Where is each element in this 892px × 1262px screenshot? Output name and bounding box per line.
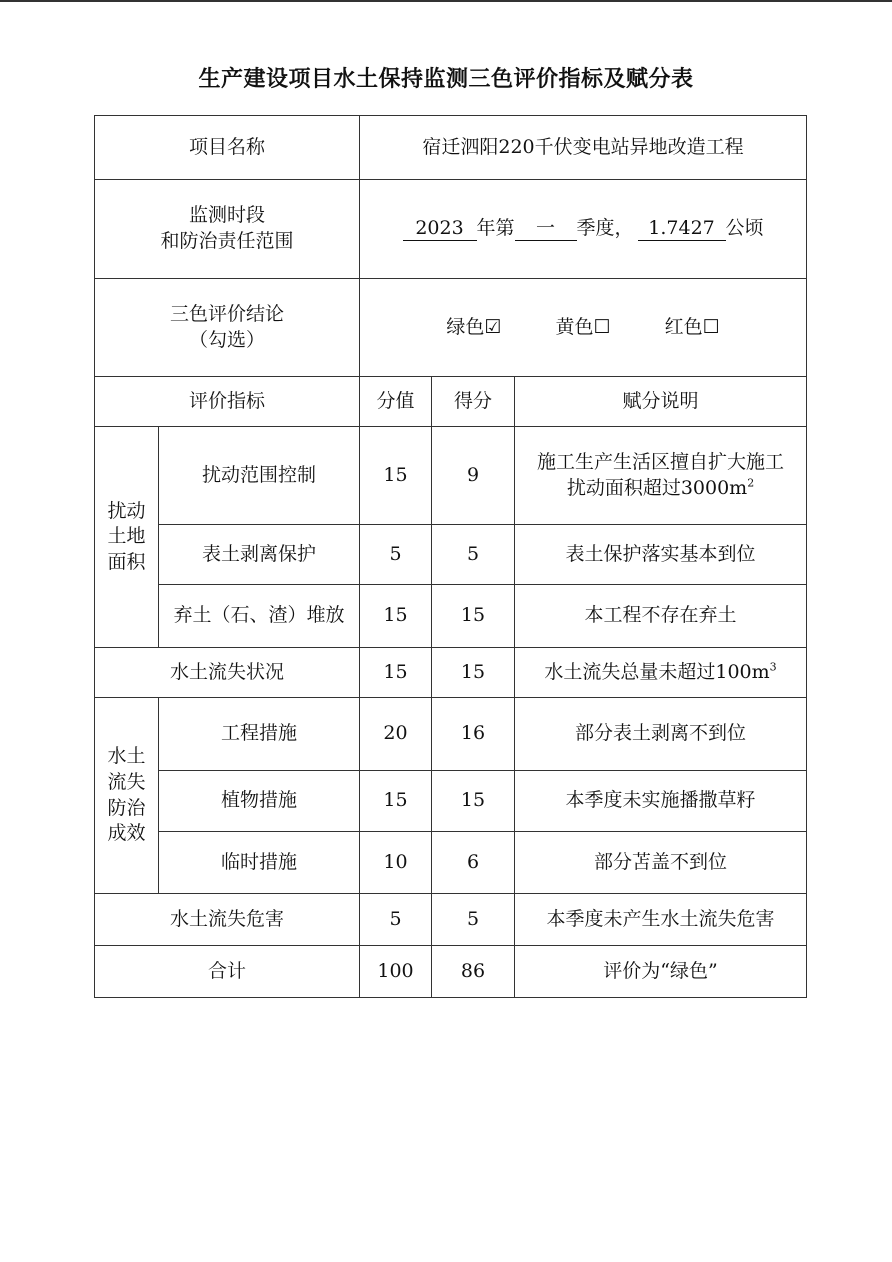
top-border-line <box>0 0 892 2</box>
indicator-name: 水土流失危害 <box>95 894 360 946</box>
indicator-value: 15 <box>360 648 432 698</box>
table-row <box>95 648 807 698</box>
period-year-suffix: 年第 <box>476 217 515 240</box>
group-label-line: 扰动 <box>107 499 146 522</box>
indicator-score: 5 <box>432 525 515 585</box>
unit-superscript: 3 <box>769 660 777 674</box>
indicator-note: 表土保护落实基本到位 <box>515 525 807 585</box>
monitoring-period-label-line2: 和防治责任范围 <box>160 230 294 252</box>
total-score: 86 <box>432 946 515 998</box>
indicator-note <box>515 427 807 525</box>
indicator-note: 部分苫盖不到位 <box>515 832 807 894</box>
green-option[interactable] <box>446 316 501 338</box>
period-area-unit: 公顷 <box>725 217 764 240</box>
period-area: 1.7427 <box>638 216 726 241</box>
table-row <box>95 698 807 771</box>
header-indicator: 评价指标 <box>95 377 360 427</box>
monitoring-period-label-line1: 监测时段 <box>189 204 266 227</box>
indicator-name: 植物措施 <box>159 771 360 832</box>
total-label: 合计 <box>95 946 360 998</box>
table-row <box>95 525 807 585</box>
table-row <box>95 427 807 525</box>
indicator-score: 15 <box>432 585 515 648</box>
indicator-value: 15 <box>360 585 432 648</box>
indicator-value: 5 <box>360 525 432 585</box>
green-option-label: 绿色 <box>446 315 485 338</box>
group-label-control-effect <box>95 698 159 894</box>
header-score: 得分 <box>432 377 515 427</box>
monitoring-period-value <box>360 180 807 279</box>
indicator-note: 本季度未产生水土流失危害 <box>515 894 807 946</box>
indicator-value: 15 <box>360 771 432 832</box>
indicator-score: 15 <box>432 648 515 698</box>
indicator-value: 15 <box>360 427 432 525</box>
group-label-line: 土地 <box>107 525 146 548</box>
indicator-value: 20 <box>360 698 432 771</box>
period-quarter: 一 <box>515 216 577 241</box>
period-year: 2023 <box>403 216 477 241</box>
red-option-label: 红色 <box>664 315 703 338</box>
period-quarter-suffix: 季度， <box>576 217 634 240</box>
indicator-score: 15 <box>432 771 515 832</box>
indicator-score: 5 <box>432 894 515 946</box>
group-label-disturbance <box>95 427 159 648</box>
indicator-name: 工程措施 <box>159 698 360 771</box>
indicator-note-line1: 施工生产生活区擅自扩大施工 <box>537 450 785 473</box>
project-name-row <box>95 116 807 180</box>
group-label-line: 面积 <box>107 550 146 573</box>
evaluation-table <box>94 115 807 998</box>
indicator-note <box>515 648 807 698</box>
red-checkbox-icon[interactable]: ☐ <box>702 315 720 338</box>
yellow-option[interactable] <box>555 316 610 338</box>
indicator-note: 部分表土剥离不到位 <box>515 698 807 771</box>
indicator-name: 水土流失状况 <box>95 648 360 698</box>
total-row <box>95 946 807 998</box>
table-row <box>95 894 807 946</box>
header-row <box>95 377 807 427</box>
table-row <box>95 771 807 832</box>
project-name-label: 项目名称 <box>95 116 360 180</box>
group-label-line: 水土 <box>107 745 146 768</box>
header-note: 赋分说明 <box>515 377 807 427</box>
document-title: 生产建设项目水土保持监测三色评价指标及赋分表 <box>198 67 694 92</box>
indicator-name: 表土剥离保护 <box>159 525 360 585</box>
indicator-score: 6 <box>432 832 515 894</box>
indicator-value: 10 <box>360 832 432 894</box>
green-checkbox-checked-icon[interactable]: ☑ <box>484 315 502 338</box>
monitoring-period-label <box>95 180 360 279</box>
table-row <box>95 585 807 648</box>
indicator-note-text: 扰动面积超过3000m <box>566 476 748 499</box>
red-option[interactable] <box>665 316 720 338</box>
conclusion-label-line2: （勾选） <box>189 328 266 351</box>
monitoring-period-row <box>95 180 807 279</box>
unit-superscript: 2 <box>747 476 755 490</box>
total-note: 评价为“绿色” <box>515 946 807 998</box>
table-row <box>95 832 807 894</box>
indicator-score: 16 <box>432 698 515 771</box>
indicator-name: 弃土（石、渣）堆放 <box>159 585 360 648</box>
indicator-score: 9 <box>432 427 515 525</box>
header-value: 分值 <box>360 377 432 427</box>
indicator-value: 5 <box>360 894 432 946</box>
conclusion-label <box>95 279 360 377</box>
project-name-value: 宿迁泗阳220千伏变电站异地改造工程 <box>360 116 807 180</box>
yellow-checkbox-icon[interactable]: ☐ <box>593 315 611 338</box>
yellow-option-label: 黄色 <box>555 315 594 338</box>
group-label-line: 防治 <box>107 796 146 819</box>
indicator-name: 扰动范围控制 <box>159 427 360 525</box>
conclusion-options <box>360 279 807 377</box>
total-value: 100 <box>360 946 432 998</box>
indicator-note-text: 水土流失总量未超过100m <box>544 660 770 683</box>
conclusion-row <box>95 279 807 377</box>
group-label-line: 流失 <box>107 770 146 793</box>
indicator-note: 本季度未实施播撒草籽 <box>515 771 807 832</box>
group-label-line: 成效 <box>107 822 146 845</box>
conclusion-label-line1: 三色评价结论 <box>170 302 285 325</box>
indicator-note: 本工程不存在弃土 <box>515 585 807 648</box>
indicator-name: 临时措施 <box>159 832 360 894</box>
indicator-note-line2 <box>515 476 806 502</box>
